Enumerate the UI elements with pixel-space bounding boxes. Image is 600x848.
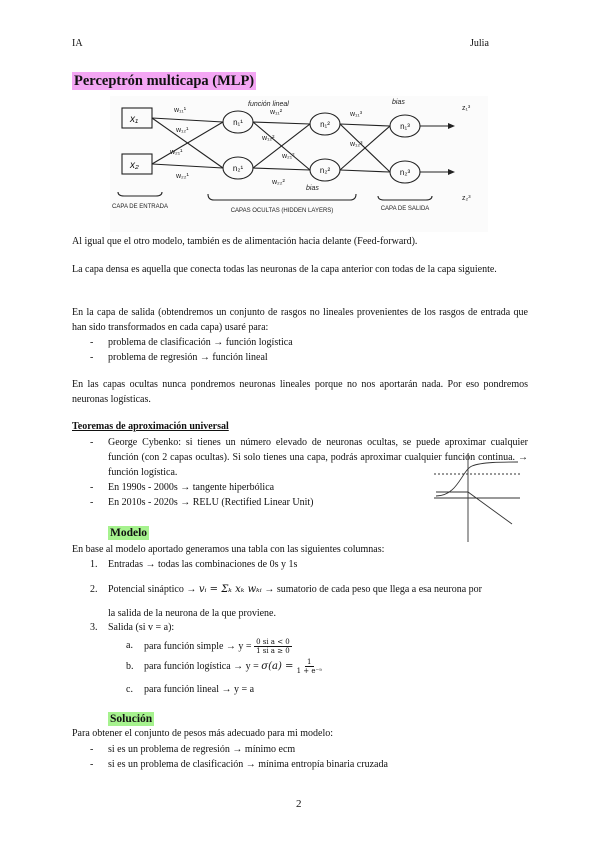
- modelo-item-1: Entradas → todas las combinaciones de 0s y 1s: [108, 559, 298, 570]
- weight-l1-4: w₂₂¹: [176, 173, 189, 180]
- weight-l2-3: w₂₁²: [282, 153, 295, 160]
- theorems-heading: Teoremas de aproximación universal: [72, 421, 229, 432]
- frac-b-top: 1: [307, 658, 312, 666]
- neuron-label-out-1: n₁³: [400, 122, 410, 131]
- weight-l1-3: w₂₁¹: [170, 149, 183, 156]
- neuron-label-out-2: n₂³: [399, 168, 411, 177]
- neuron-label-h2-2: n₂²: [319, 166, 331, 175]
- weight-l3-1: w₁₁³: [350, 111, 363, 118]
- sub-label-b: b.: [126, 661, 134, 672]
- header-right: Julia: [470, 38, 489, 49]
- neuron-label-h1-2: n₂¹: [232, 164, 244, 173]
- synaptic-formula: vᵢ = Σₖ xₖ wₖᵢ: [198, 584, 262, 595]
- modelo-item-2-post: → sumatorio de cada peso que llega a esa neurona por: [261, 584, 483, 595]
- paragraph-feed-forward: Al igual que el otro modelo, también es de alimentación hacia delante (Feed-forward).: [72, 236, 418, 247]
- section-modelo: Modelo: [110, 527, 148, 539]
- solucion-list: [72, 742, 528, 772]
- header-left: IA: [72, 38, 83, 49]
- list-item: - En 2010s - 2020s → RELU (Rectified Linear Unit): [72, 495, 528, 510]
- solucion-intro: Para obtener el conjunto de pesos más adecuado para mi modelo:: [72, 728, 334, 739]
- note-right: bias: [392, 99, 405, 106]
- list-item: - En 1990s - 2000s → tangente hiperbólica: [72, 480, 528, 495]
- modelo-item-2-pre: Potencial sináptico →: [108, 584, 199, 595]
- output-layer-list: [72, 335, 528, 365]
- page-number: 2: [296, 798, 302, 810]
- sub-label-a: a.: [126, 640, 133, 651]
- sub-item-b: [144, 658, 322, 675]
- label-hidden-layers: CAPAS OCULTAS (HIDDEN LAYERS): [230, 208, 334, 214]
- weight-l1-2: w₁₂¹: [176, 127, 189, 134]
- list-item: - problema de regresión → función lineal: [72, 350, 528, 365]
- frac-a-bot: 1 si a ≥ 0: [256, 647, 290, 655]
- list-item: - problema de clasificación → función logística: [72, 335, 528, 350]
- frac-b-bot: 1 + e⁻ᵃ: [296, 667, 322, 675]
- paragraph-output-layer: En la capa de salida (obtendremos un conjunto de rasgos no lineales provenientes de los rasgos de entrada que han sido transformados en cada capa) usaré para:: [72, 307, 528, 333]
- sub-item-a: [144, 638, 292, 655]
- sub-item-b-text: para función logística → y =: [144, 660, 262, 672]
- modelo-item-2-cont: la salida de la neurona de la que proviene.: [108, 608, 276, 619]
- modelo-number-2: 2.: [90, 584, 98, 595]
- theorem-cybenko: - George Cybenko: si tienes un número elevado de neuronas ocultas, se puede aproximar cualquier función (con 2 capas ocultas). Si solo tienes una capa, podrás aproximar cualquier función continua. → función logística.: [108, 437, 528, 478]
- page-title: Perceptrón multicapa (MLP): [74, 73, 255, 89]
- modelo-item-3: Salida (si v = a):: [108, 622, 175, 633]
- weight-l2-1: w₁₁²: [270, 109, 283, 116]
- sub-item-a-text: para función simple → y =: [144, 640, 255, 652]
- input-label-1: x₁: [130, 114, 139, 125]
- neuron-label-h2-1: n₁²: [320, 120, 330, 129]
- input-label-2: x₂: [130, 160, 139, 171]
- modelo-number-1: 1.: [90, 559, 98, 570]
- note-mid: bias: [306, 185, 319, 192]
- list-item: - si es un problema de regresión → mínimo ecm: [72, 742, 528, 757]
- weight-l2-4: w₂₂²: [272, 179, 285, 186]
- weight-l3-2: w₁₂³: [350, 141, 363, 148]
- frac-a-top: 0 si a < 0: [256, 638, 290, 646]
- activation-sketch: [432, 452, 524, 544]
- sub-label-c: c.: [126, 684, 133, 695]
- output-label-2: z₂³: [462, 195, 471, 202]
- mlp-diagram: [110, 96, 488, 232]
- neuron-label-h1-1: n₁¹: [233, 118, 243, 127]
- sigmoid-fraction: [297, 658, 322, 675]
- label-input-layer: CAPA DE ENTRADA: [112, 204, 168, 210]
- weight-l2-2: w₁₂²: [262, 135, 275, 142]
- sub-item-c: para función lineal → y = a: [144, 684, 255, 695]
- modelo-intro: En base al modelo aportado generamos una tabla con las siguientes columnas:: [72, 544, 385, 555]
- paragraph-hidden-layers: En las capas ocultas nunca pondremos neuronas lineales porque no nos aportarán nada. Por eso pondremos neuronas logísticas.: [72, 379, 528, 405]
- modelo-item-2: [108, 584, 482, 595]
- paragraph-dense-layer: La capa densa es aquella que conecta todas las neuronas de la capa anterior con todas de la capa siguiente.: [72, 264, 497, 275]
- list-item: - si es un problema de clasificación → mínima entropía binaria cruzada: [72, 757, 528, 772]
- label-output-layer: CAPA DE SALIDA: [380, 206, 430, 212]
- weight-l1-1: w₁₁¹: [174, 107, 187, 114]
- note-top: función lineal: [248, 101, 289, 108]
- section-solucion: Solución: [110, 713, 153, 725]
- step-function-fraction: [254, 638, 292, 655]
- sigma-label: σ(a) =: [261, 660, 297, 672]
- modelo-number-3: 3.: [90, 622, 98, 633]
- output-label-1: z₁³: [462, 105, 471, 112]
